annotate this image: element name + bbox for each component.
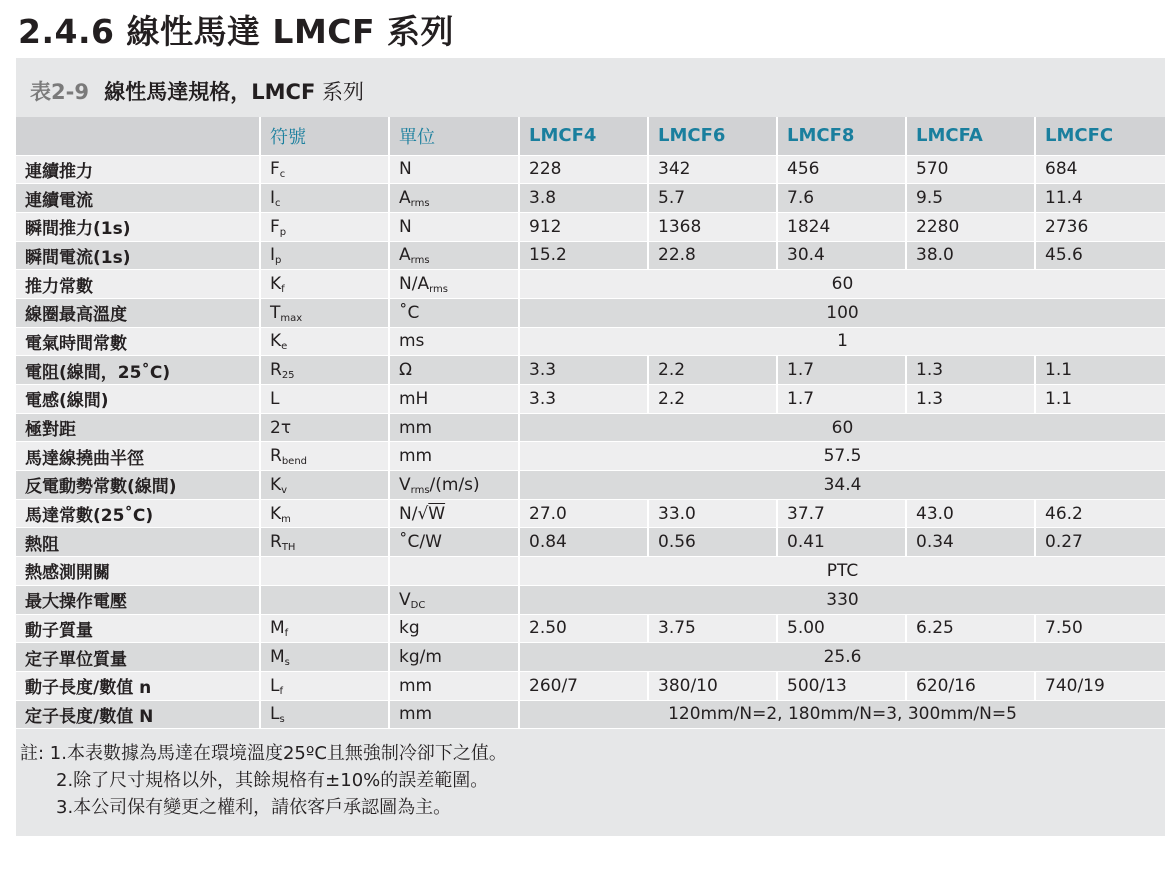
row-unit: [389, 671, 519, 700]
unit-main: mm: [399, 704, 433, 725]
row-unit: [389, 212, 519, 241]
table-row: [16, 557, 1165, 586]
symbol-subscript: 25: [281, 370, 295, 382]
spec-table: [16, 117, 1165, 729]
unit-main: ms: [399, 331, 425, 352]
row-unit: [389, 327, 519, 356]
row-symbol: [260, 643, 389, 672]
unit-main: N/A: [399, 274, 430, 295]
row-value: 500/13: [777, 671, 906, 700]
row-symbol: [260, 585, 389, 614]
row-value: 9.5: [906, 184, 1035, 213]
row-name: 動子長度/數值 n: [16, 671, 260, 700]
row-value: 1.7: [777, 385, 906, 414]
table-row: [16, 643, 1165, 672]
row-value: 3.3: [519, 356, 648, 385]
notes: [20, 740, 507, 821]
row-symbol: [260, 671, 389, 700]
unit-main: mm: [399, 446, 433, 467]
row-value: 740/19: [1035, 671, 1165, 700]
row-value: 2736: [1035, 212, 1165, 241]
row-unit: [389, 471, 519, 500]
row-value: 1368: [648, 212, 777, 241]
row-name: 瞬間推力(1s): [16, 212, 260, 241]
row-value: 570: [906, 155, 1035, 184]
row-symbol: [260, 356, 389, 385]
table-row: [16, 499, 1165, 528]
row-value: 1824: [777, 212, 906, 241]
symbol-subscript: p: [279, 226, 287, 238]
row-symbol: [260, 184, 389, 213]
row-value: 7.50: [1035, 614, 1165, 643]
row-symbol: [260, 499, 389, 528]
row-value: 7.6: [777, 184, 906, 213]
row-name: 動子質量: [16, 614, 260, 643]
row-symbol: [260, 385, 389, 414]
table-row: [16, 356, 1165, 385]
row-unit: [389, 528, 519, 557]
table-row: [16, 528, 1165, 557]
symbol-subscript: c: [279, 169, 286, 181]
symbol-main: L: [270, 704, 280, 725]
row-value: 1.7: [777, 356, 906, 385]
row-value-all-models: 100: [519, 298, 1165, 327]
symbol-subscript: f: [284, 628, 289, 640]
symbol-subscript: max: [280, 312, 303, 324]
row-value: 0.41: [777, 528, 906, 557]
row-value: 33.0: [648, 499, 777, 528]
symbol-main: M: [270, 618, 285, 639]
table-row: [16, 700, 1165, 729]
table-row: [16, 184, 1165, 213]
caption-series-suffix: 系列: [315, 80, 364, 104]
symbol-main: I: [270, 188, 276, 209]
row-value: 22.8: [648, 241, 777, 270]
header-model-lmcfc: LMCFC: [1035, 117, 1165, 155]
table-row: [16, 327, 1165, 356]
row-value-all-models: 330: [519, 585, 1165, 614]
unit-main: kg/m: [399, 647, 442, 668]
table-row: [16, 471, 1165, 500]
row-value-all-models: 120mm/N=2, 180mm/N=3, 300mm/N=5: [519, 700, 1165, 729]
unit-tail: /(m/s): [429, 474, 480, 495]
row-value: 3.8: [519, 184, 648, 213]
symbol-main: K: [270, 331, 282, 352]
unit-main: Ω: [399, 360, 412, 381]
note-1: 註: 1.本表數據為馬達在環境溫度25ºC且無強制冷卻下之值。: [20, 743, 507, 764]
row-name: 定子單位質量: [16, 643, 260, 672]
table-row: [16, 671, 1165, 700]
row-unit: [389, 643, 519, 672]
caption-title: 線性馬達規格，: [104, 80, 252, 104]
table-caption: [30, 76, 364, 106]
row-name: 熱感測開關: [16, 557, 260, 586]
row-value: 1.3: [906, 385, 1035, 414]
symbol-subscript: TH: [281, 542, 296, 554]
unit-main: mm: [399, 417, 433, 438]
row-value: 380/10: [648, 671, 777, 700]
unit-main: mm: [399, 675, 433, 696]
symbol-subscript: f: [281, 284, 285, 296]
row-name: 熱阻: [16, 528, 260, 557]
symbol-main: M: [270, 647, 285, 668]
row-unit: [389, 557, 519, 586]
unit-subscript: rms: [410, 255, 430, 267]
header-model-lmcf6: LMCF6: [648, 117, 777, 155]
row-unit: [389, 413, 519, 442]
row-value: 1.1: [1035, 385, 1165, 414]
symbol-subscript: v: [281, 484, 288, 496]
row-value: 38.0: [906, 241, 1035, 270]
header-symbol: 符號: [260, 117, 389, 155]
row-name: 連續電流: [16, 184, 260, 213]
row-symbol: [260, 471, 389, 500]
row-value: 620/16: [906, 671, 1035, 700]
row-symbol: [260, 327, 389, 356]
unit-main: N/√: [399, 503, 429, 524]
page-title: 2.4.6 線性馬達 LMCF 系列: [18, 12, 455, 51]
row-value: 912: [519, 212, 648, 241]
table-header-row: [16, 117, 1165, 155]
table-row: [16, 298, 1165, 327]
row-symbol: [260, 270, 389, 299]
row-value-all-models: 60: [519, 270, 1165, 299]
row-value: 11.4: [1035, 184, 1165, 213]
row-symbol: [260, 212, 389, 241]
row-value: 37.7: [777, 499, 906, 528]
unit-main: ˚C/W: [399, 532, 442, 553]
table-row: [16, 155, 1165, 184]
row-symbol: [260, 155, 389, 184]
row-value: 43.0: [906, 499, 1035, 528]
row-value: 0.84: [519, 528, 648, 557]
header-model-lmcf8: LMCF8: [777, 117, 906, 155]
row-value-all-models: 1: [519, 327, 1165, 356]
row-name: 極對距: [16, 413, 260, 442]
table-row: [16, 270, 1165, 299]
symbol-subscript: s: [279, 714, 285, 726]
table-row: [16, 413, 1165, 442]
symbol-main: T: [270, 302, 281, 323]
row-name: 電氣時間常數: [16, 327, 260, 356]
row-symbol: [260, 528, 389, 557]
unit-main: A: [399, 188, 411, 209]
row-value: 684: [1035, 155, 1165, 184]
table-row: [16, 585, 1165, 614]
caption-label: 表2-9: [30, 80, 89, 104]
header-model-lmcf4: LMCF4: [519, 117, 648, 155]
row-symbol: [260, 700, 389, 729]
row-value: 45.6: [1035, 241, 1165, 270]
row-name: 推力常數: [16, 270, 260, 299]
row-symbol: [260, 413, 389, 442]
row-name: 電阻(線間，25˚C): [16, 356, 260, 385]
note-2: 2.除了尺寸規格以外，其餘規格有±10%的誤差範圍。: [56, 770, 489, 791]
row-value: 2.50: [519, 614, 648, 643]
row-name: 反電動勢常數(線間): [16, 471, 260, 500]
row-name: 馬達線撓曲半徑: [16, 442, 260, 471]
row-symbol: [260, 557, 389, 586]
row-value: 0.27: [1035, 528, 1165, 557]
row-name: 連續推力: [16, 155, 260, 184]
spec-table-panel: [16, 58, 1165, 836]
row-value: 228: [519, 155, 648, 184]
table-row: [16, 212, 1165, 241]
symbol-subscript: c: [275, 198, 281, 210]
table-row: [16, 442, 1165, 471]
symbol-main: L: [270, 388, 280, 409]
row-value: 1.1: [1035, 356, 1165, 385]
row-name: 線圈最高溫度: [16, 298, 260, 327]
row-name: 瞬間電流(1s): [16, 241, 260, 270]
symbol-main: R: [270, 360, 282, 381]
row-value: 456: [777, 155, 906, 184]
row-value: 260/7: [519, 671, 648, 700]
row-value: 0.34: [906, 528, 1035, 557]
symbol-subscript: p: [275, 255, 282, 267]
unit-main: V: [399, 589, 411, 610]
row-value: 6.25: [906, 614, 1035, 643]
row-value-all-models: PTC: [519, 557, 1165, 586]
row-value-all-models: 57.5: [519, 442, 1165, 471]
unit-subscript: rms: [410, 198, 430, 210]
symbol-main: K: [270, 474, 282, 495]
row-value: 2280: [906, 212, 1035, 241]
row-symbol: [260, 442, 389, 471]
row-unit: [389, 184, 519, 213]
row-value-all-models: 34.4: [519, 471, 1165, 500]
row-value-all-models: 60: [519, 413, 1165, 442]
unit-main: mH: [399, 388, 429, 409]
row-value: 5.7: [648, 184, 777, 213]
row-unit: [389, 499, 519, 528]
table-row: [16, 614, 1165, 643]
symbol-main: I: [270, 245, 276, 266]
symbol-main: F: [270, 159, 280, 180]
symbol-main: L: [270, 675, 280, 696]
row-value: 3.75: [648, 614, 777, 643]
row-unit: [389, 700, 519, 729]
row-unit: [389, 614, 519, 643]
row-unit: [389, 241, 519, 270]
row-name: 最大操作電壓: [16, 585, 260, 614]
header-name: [16, 117, 260, 155]
row-value: 15.2: [519, 241, 648, 270]
row-unit: [389, 585, 519, 614]
unit-tail: W: [428, 503, 446, 524]
row-unit: [389, 356, 519, 385]
header-model-lmcfa: LMCFA: [906, 117, 1035, 155]
row-value: 46.2: [1035, 499, 1165, 528]
row-value: 27.0: [519, 499, 648, 528]
symbol-subscript: m: [281, 513, 291, 525]
row-value: 1.3: [906, 356, 1035, 385]
symbol-main: R: [270, 532, 282, 553]
row-value: 3.3: [519, 385, 648, 414]
row-name: 馬達常數(25˚C): [16, 499, 260, 528]
row-unit: [389, 155, 519, 184]
symbol-main: K: [270, 274, 282, 295]
row-symbol: [260, 241, 389, 270]
table-row: [16, 385, 1165, 414]
row-symbol: [260, 298, 389, 327]
row-value: 2.2: [648, 385, 777, 414]
row-name: 電感(線間): [16, 385, 260, 414]
symbol-subscript: s: [284, 657, 290, 669]
table-row: [16, 241, 1165, 270]
unit-subscript: rms: [429, 284, 448, 296]
unit-main: N: [399, 216, 412, 237]
symbol-main: F: [270, 216, 280, 237]
caption-series: LMCF: [251, 80, 316, 104]
header-unit: 單位: [389, 117, 519, 155]
unit-main: A: [399, 245, 411, 266]
row-value: 342: [648, 155, 777, 184]
symbol-main: R: [270, 446, 282, 467]
unit-subscript: DC: [410, 599, 426, 611]
symbol-subscript: e: [281, 341, 288, 353]
symbol-subscript: f: [279, 685, 284, 697]
unit-main: V: [399, 474, 411, 495]
row-unit: [389, 270, 519, 299]
row-unit: [389, 442, 519, 471]
unit-main: N: [399, 159, 412, 180]
note-3: 3.本公司保有變更之權利，請依客戶承認圖為主。: [56, 797, 452, 818]
row-value: 0.56: [648, 528, 777, 557]
row-value: 30.4: [777, 241, 906, 270]
symbol-subscript: bend: [281, 456, 307, 468]
symbol-main: K: [270, 503, 282, 524]
unit-subscript: rms: [410, 484, 430, 496]
unit-main: ˚C: [399, 302, 420, 323]
row-unit: [389, 385, 519, 414]
unit-main: kg: [399, 618, 420, 639]
row-symbol: [260, 614, 389, 643]
row-unit: [389, 298, 519, 327]
row-name: 定子長度/數值 N: [16, 700, 260, 729]
row-value-all-models: 25.6: [519, 643, 1165, 672]
row-value: 2.2: [648, 356, 777, 385]
row-value: 5.00: [777, 614, 906, 643]
symbol-main: 2τ: [270, 417, 292, 438]
